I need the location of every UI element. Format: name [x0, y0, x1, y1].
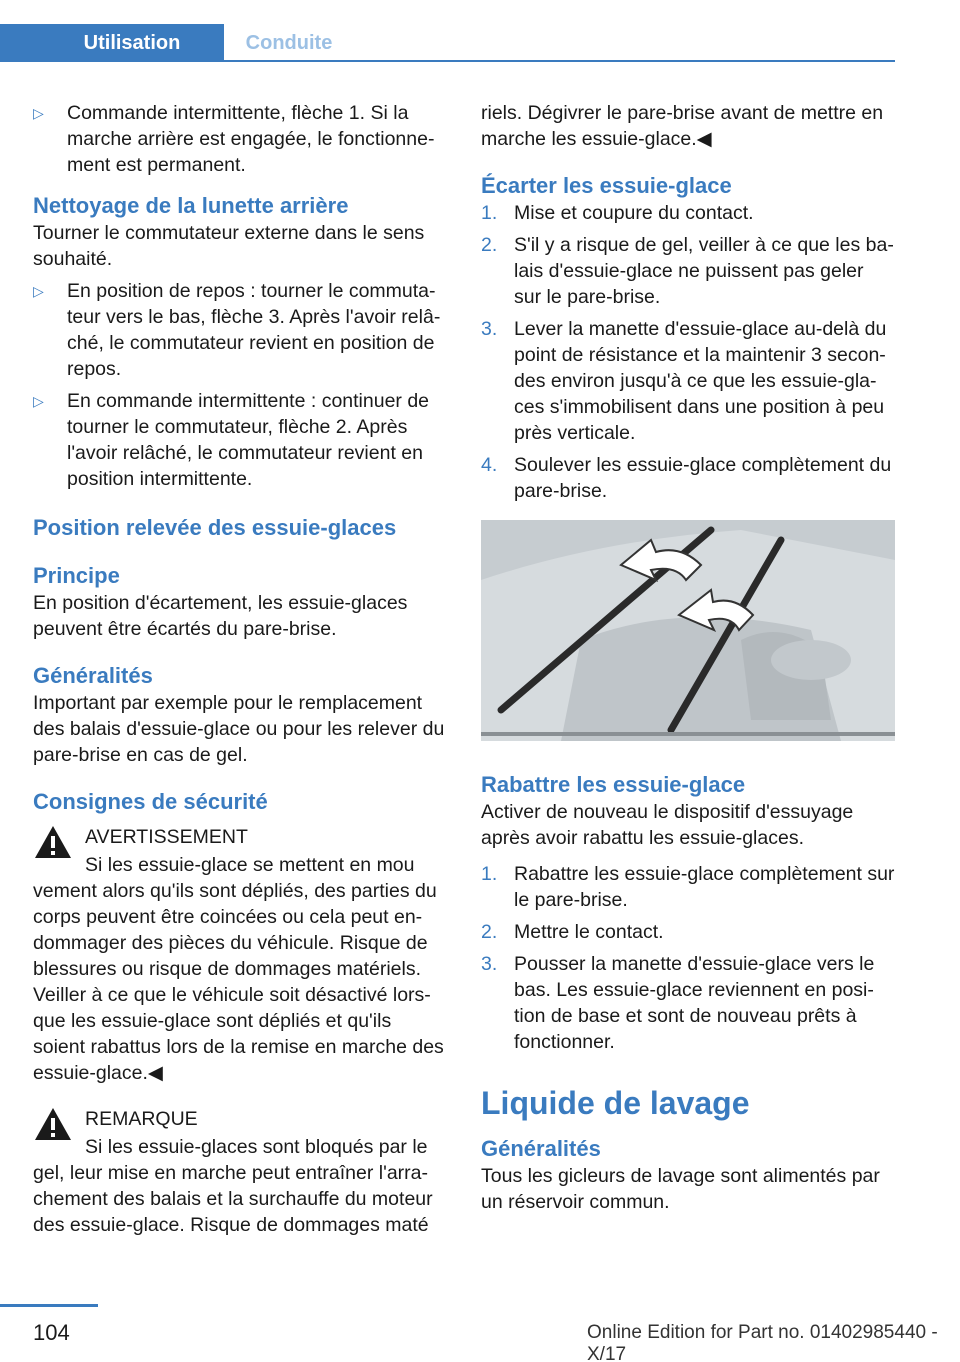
paragraph: Activer de nouveau le dispositif d'essuyage après avoir rabattu les essuie-glaces. [481, 801, 854, 849]
list-item [481, 200, 895, 226]
chapter-heading-liquide: Liquide de lavage [481, 1085, 750, 1121]
wiper-raised-photo [481, 520, 895, 741]
list-item [481, 452, 895, 504]
paragraph: Important par exemple pour le remplacement des balais d'essuie-glace ou pour les relever du pare-brise en cas de gel. [33, 692, 445, 766]
list-number: 3. [481, 953, 498, 975]
list-item: ▷ Commande intermittente, flèche 1. Si la marche arrière est engagée, le fonctionnement est permanent. [33, 102, 435, 176]
edition-info: Online Edition for Part no. 01402985440 - X/17 [587, 1322, 938, 1362]
subheading-generalites: Généralités [33, 663, 153, 688]
section-heading-rabattre: Rabattre les essuie-glace [481, 772, 746, 797]
warning-text-first-line: Si les essuie-glace se mettent en mou [85, 854, 415, 876]
warning-title: AVERTISSEMENT [85, 826, 248, 848]
warning-text: gel, leur mise en marche peut entraîner l'arrachement des balais et la surchauffe du moteur des essuie-glace. Risque de dommages maté [33, 1162, 433, 1236]
list-item: ▷ En position de repos : tourner le commutateur vers le bas, flèche 3. Après l'avoir relâché, le commutateur revient en position de repos. [33, 280, 441, 380]
right-column [481, 100, 895, 1215]
warning-triangle-icon [33, 824, 73, 860]
list-number: 4. [481, 454, 498, 476]
triangle-bullet-icon: ▷ [33, 105, 44, 121]
list-item [481, 316, 895, 446]
warning-block-avertissement [33, 824, 448, 1086]
windshield-illustration [481, 520, 895, 741]
numbered-list-rabattre [481, 861, 895, 1055]
paragraph: Tous les gicleurs de lavage sont alimentés par un réservoir commun. [481, 1165, 880, 1213]
triangle-bullet-icon: ▷ [33, 283, 44, 299]
list-item [481, 232, 895, 310]
header-tabbar [0, 0, 895, 62]
subheading-principe: Principe [33, 563, 120, 588]
list-text: Mettre le contact. [514, 921, 664, 943]
list-text: Lever la manette d'essuie-glace au-delà du point de résistance et la maintenir 3 secondes environ jusqu'à ce que les essuie-glaces s'immobilisent dans une position à peu près verticale. [514, 318, 887, 444]
numbered-list-ecarter [481, 200, 895, 504]
warning-triangle-icon [33, 1106, 73, 1142]
page-number: 104 [33, 1320, 70, 1345]
bullet-list-nettoyage [33, 278, 448, 492]
triangle-bullet-icon: ▷ [33, 393, 44, 409]
footer-rule [0, 1304, 98, 1307]
list-number: 3. [481, 318, 498, 340]
section-heading-nettoyage: Nettoyage de la lunette arrière [33, 193, 349, 218]
list-number: 2. [481, 921, 498, 943]
tab-conduite[interactable]: Conduite [245, 31, 333, 54]
paragraph-continued: riels. Dégivrer le pare-brise avant de mettre en marche les essuie-glace.◀ [481, 102, 884, 150]
list-item [481, 951, 895, 1055]
left-column [33, 100, 448, 1238]
list-text: Mise et coupure du contact. [514, 202, 754, 224]
list-text: Pousser la manette d'essuie-glace vers le bas. Les essuie-glace reviennent en position de base et sont de nouveau prêts à fonctionner. [514, 953, 875, 1053]
warning-text-first-line: Si les essuie-glaces sont bloqués par le [85, 1136, 428, 1158]
subheading-generalites-liquide: Généralités [481, 1136, 601, 1161]
list-item [481, 919, 895, 945]
warning-block-remarque [33, 1106, 448, 1238]
paragraph: Tourner le commutateur externe dans le sens souhaité. [33, 222, 425, 270]
warning-text: vement alors qu'ils sont dépliés, des parties du corps peuvent être coincées ou cela peut endommager des pièces du véhicule. Risque de blessures ou risque de dommages matériels. Veiller à ce que le véhicule soit désactivé lorsque les essuie-glace sont dépliés et qu'ils soient rabattus lors de la remise en marche des essuie-glace.◀ [33, 880, 444, 1084]
section-heading-ecarter: Écarter les essuie-glace [481, 173, 732, 198]
subheading-consignes: Consignes de sécurité [33, 789, 268, 814]
bullet-list-intermittent [33, 100, 448, 178]
list-number: 1. [481, 202, 498, 224]
list-item [481, 861, 895, 913]
list-text: S'il y a risque de gel, veiller à ce que les balais d'essuie-glace ne puissent pas geler sur le pare-brise. [514, 234, 894, 308]
tab-utilisation[interactable]: Utilisation [0, 24, 224, 62]
list-item: ▷ En commande intermittente : continuer de tourner le commutateur, flèche 2. Après l'avoir relâché, le commutateur revient en position intermittente. [33, 390, 430, 490]
section-heading-position: Position relevée des essuie-glaces [33, 515, 397, 540]
warning-title: REMARQUE [85, 1108, 198, 1130]
list-text: Soulever les essuie-glace complètement du pare-brise. [514, 454, 892, 502]
list-number: 2. [481, 234, 498, 256]
list-number: 1. [481, 863, 498, 885]
paragraph: En position d'écartement, les essuie-glaces peuvent être écartés du pare-brise. [33, 592, 408, 640]
list-text: Rabattre les essuie-glace complètement sur le pare-brise. [514, 863, 895, 911]
